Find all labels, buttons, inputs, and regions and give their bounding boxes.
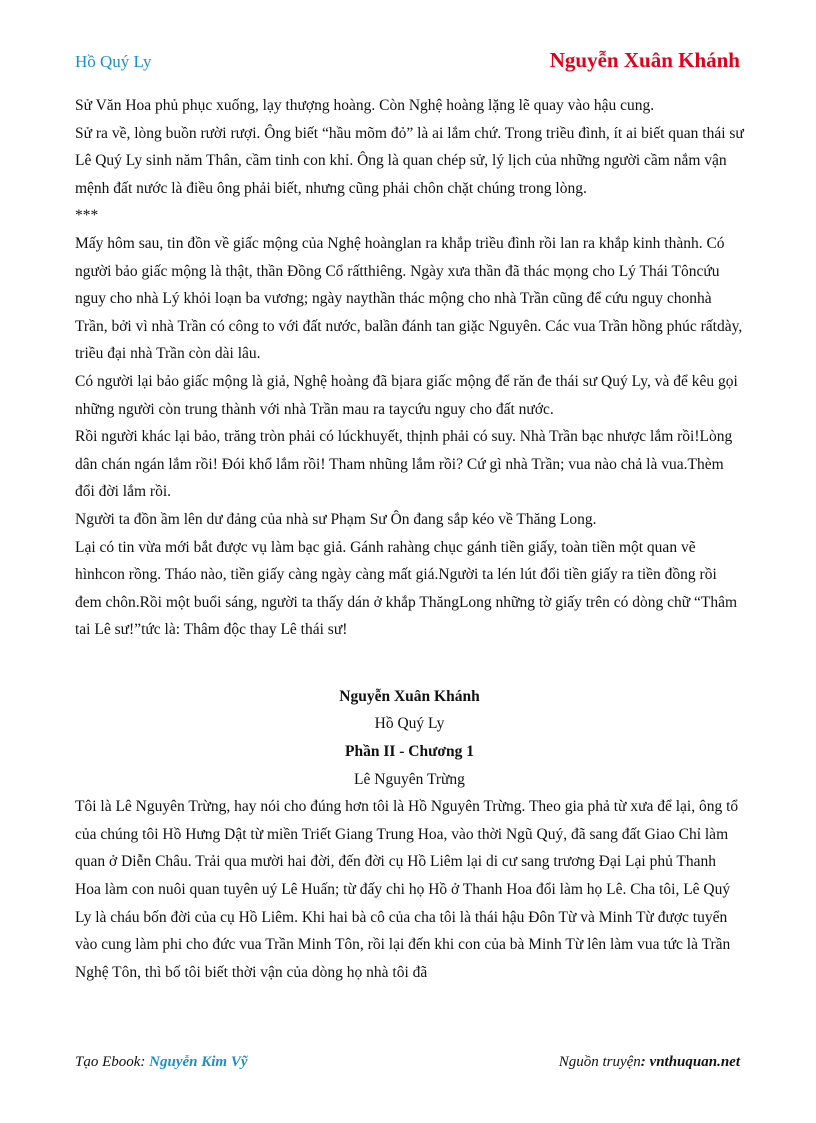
header-author: Nguyễn Xuân Khánh (549, 48, 740, 72)
page-header (75, 48, 740, 73)
chapter-title: Phần II - Chương 1 (344, 743, 474, 761)
chapter-subtitle: Lê Nguyên Trừng (354, 770, 465, 788)
header-book-title: Hồ Quý Ly (75, 52, 152, 71)
paragraph: Rồi người khác lại bảo, trăng tròn phải có lúckhuyết, thịnh phải có suy. Nhà Trần bạc nhược lắm rồi!Lòng dân chán ngán lắm rồi! Đói khổ lắm rồi! Tham nhũng lắm rồi? Cứ gì nhà Trần; vua nào chả là vua.Thèm đổi đời lắm rồi. (75, 428, 733, 501)
footer-ebook-credit: Tạo Ebook: Nguyễn Kim Vỹ (75, 1054, 248, 1070)
paragraph: Mấy hôm sau, tin đồn về giấc mộng của Nghệ hoànglan ra khắp triều đình rồi lan ra khắp kinh thành. Có người bảo giấc mộng là thật, thần Đồng Cổ rấtthiêng. Ngày xưa thần đã thác mọng cho Lý Thái Tôncứu nguy cho nhà Lý khỏi loạn ba vương; ngày naythần thác mộng cho nhà Trần cũng để cứu nguy chonhà Trần, bởi vì nhà Trần có công to với đất nước, balần đánh tan giặc Nguyên. Các vua Trần hồng phúc rấtdày, triều đại nhà Trần còn dài lâu. (75, 234, 743, 363)
paragraph: Sử ra về, lòng buồn rười rượi. Ông biết “hầu mõm đỏ” là ai lắm chứ. Trong triều đình, ít ai biết quan thái sư Lê Quý Ly sinh năm Thân, cầm tinh con khỉ. Ông là quan chép sử, lý lịch của những người cầm nắm vận mệnh đất nước là điều ông phải biết, nhưng cũng phải chôn chặt chúng trong lòng. (75, 124, 744, 197)
footer-source-label: Nguồn truyện (558, 1054, 641, 1070)
paragraph: Có người lại bảo giấc mộng là giả, Nghệ hoàng đã bịara giấc mộng để răn đe thái sư Quý Ly, và để kêu gọi những người còn trung thành với nhà Trần mau ra taycứu nguy cho đất nước. (75, 372, 738, 418)
footer-ebook-label: Tạo Ebook (75, 1054, 141, 1070)
chapter-book-title: Hồ Quý Ly (374, 715, 445, 733)
paragraph: Tôi là Lê Nguyên Trừng, hay nói cho đúng hơn tôi là Hồ Nguyên Trừng. Theo gia phả từ xưa để lại, ông tổ của chúng tôi Hồ Hưng Dật từ miền Triết Giang Trung Hoa, vào thời Ngũ Quý, đã sang đất Giao Chỉ làm quan ở Diễn Châu. Trải qua mười hai đời, đến đời cụ Hồ Liêm lại di cư sang trương Đại Lại phủ Thanh Hoa làm con nuôi quan tuyên uý Lê Huấn; từ đấy chi họ Hồ ở Thanh Hoa đổi làm họ Lê. Cha tôi, Lê Quý Ly là cháu bốn đời của cụ Hồ Liêm. Khi hai bà cô của cha tôi là thái hậu Đôn Từ và Minh Từ được tuyển vào cung làm phi cho đức vua Trần Minh Tôn, rồi lại đến khi con của bà Minh Từ lên làm vua tức là Trần Nghệ Tôn, thì bố tôi biết thời vận của dòng họ nhà tôi đã (75, 798, 739, 981)
footer-source-credit: Nguồn truyện: vnthuquan.net (558, 1054, 740, 1070)
paragraph: Sử Văn Hoa phủ phục xuống, lạy thượng hoàng. Còn Nghệ hoàng lặng lẽ quay vào hậu cung. (75, 97, 655, 114)
section-separator: *** (75, 207, 99, 225)
document-body (75, 92, 744, 986)
footer-source-site: vnthuquan.net (649, 1054, 740, 1070)
chapter-author: Nguyễn Xuân Khánh (339, 687, 480, 705)
paragraph: Người ta đồn ầm lên dư đảng của nhà sư Phạm Sư Ôn đang sắp kéo về Thăng Long. (75, 510, 597, 528)
footer-ebook-name: Nguyễn Kim Vỹ (149, 1054, 248, 1070)
page-footer (75, 1054, 740, 1071)
paragraph: Lại có tin vừa mới bắt được vụ làm bạc giả. Gánh rahàng chục gánh tiền giấy, toàn tiền một quan vẽ hìnhcon rồng. Tháo nào, tiền giấy càng ngày càng mất giá.Người ta lén lút đổi tiền giấy ra tiền đồng rồi đem chôn.Rồi một buổi sáng, người ta thấy dán ở khắp ThăngLong những tờ giấy trên có dòng chữ “Thâm tai Lê sư!”tức là: Thâm độc thay Lê thái sư! (75, 538, 738, 639)
